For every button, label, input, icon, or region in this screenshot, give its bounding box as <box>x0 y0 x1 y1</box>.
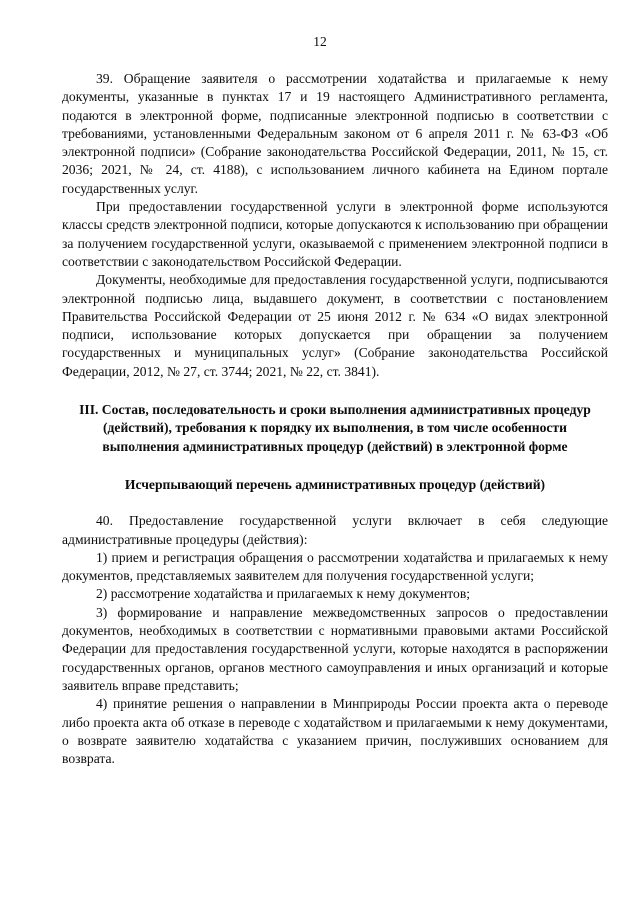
paragraph-40-intro: 40. Предоставление государственной услуги включает в себя следующие административные процедуры (действия): <box>62 513 608 547</box>
list-item: 1) прием и регистрация обращения о рассмотрении ходатайства и прилагаемых к нему документов, представляемых заявителем для получения государственной услуги; <box>62 549 608 584</box>
sub-heading: Исчерпывающий перечень административных процедур (действий) <box>124 476 546 492</box>
paragraph-39: 39. Обращение заявителя о рассмотрении ходатайства и прилагаемые к нему документы, указанные в пунктах 17 и 19 настоящего Административного регламента, подаются в электронной форме, подписанные электронной подписью в соответствии с требованиями, установленными Федеральным законом от 6 апреля 2011 г. № 63-ФЗ «Об электронной подписи» (Собрание законодательства Российской Федерации, 2011, № 15, ст. 2036; 2021, № 24, ст. 4188), с использованием личного кабинета на Едином портале государственных услуг. <box>62 71 608 196</box>
paragraph-documents-signing: Документы, необходимые для предоставления государственной услуги, подписываются электронной подписью лица, выдавшего документ, в соответствии с постановлением Правительства Российской Федерации от 25 июня 2012 г. № 634 «О видах электронной подписи, использование которых допускается при обращении за получением государственных и муниципальных услуг» (Собрание законодательства Российской Федерации, 2012, № 27, ст. 3744; 2021, № 22, ст. 3841). <box>62 272 608 379</box>
list-item: 4) принятие решения о направлении в Минприроды России проекта акта о переводе либо проекта акта об отказе в переводе с ходатайством и прилагаемыми к нему документами, о возврате заявителю ходатайства с указанием причин, послуживших основанием для возврата. <box>62 696 608 767</box>
document-body <box>62 70 608 768</box>
page-number: 12 <box>313 34 327 49</box>
section-heading: III. Состав, последовательность и сроки выполнения административных процедур (действий), требования к порядку их выполнения, в том числе особенности выполнения административных процедур (действий) в электронной форме <box>79 402 591 454</box>
list-item: 3) формирование и направление межведомственных запросов о предоставлении документов, необходимых в соответствии с нормативными правовыми актами Российской Федерации для предоставления государственной услуги, которые находятся в распоряжении государственных органов, органов местного самоуправления и иных организаций и которые заявитель вправе представить; <box>62 604 608 693</box>
list-item: 2) рассмотрение ходатайства и прилагаемых к нему документов; <box>96 586 471 602</box>
paragraph-electronic-signature-classes: При предоставлении государственной услуги в электронной форме используются классы средств электронной подписи, которые допускаются к использованию при обращении за получением государственной услуги, оказываемой с применением электронной подписи в соответствии с законодательством Российской Федерации. <box>62 199 608 269</box>
